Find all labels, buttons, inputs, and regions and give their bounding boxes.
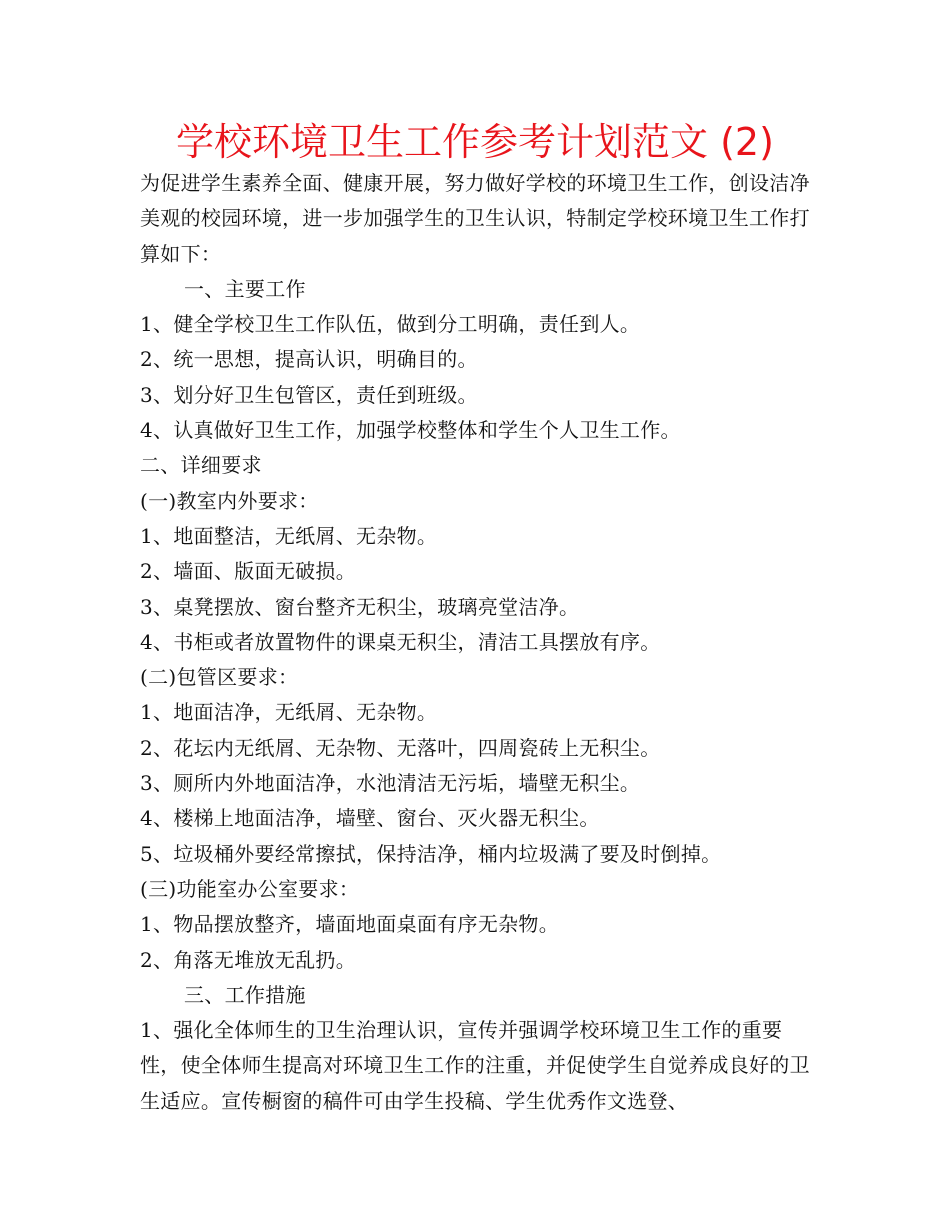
section-heading-measures: 三、工作措施 xyxy=(184,982,306,1007)
list-item: 1、强化全体师生的卫生治理认识，宣传并强调学校环境卫生工作的重要性，使全体师生提高对环境卫生工作的注重，并促使学生自觉养成良好的卫生适应。宣传橱窗的稿件可由学生投稿、学生优秀作文选登、 xyxy=(140,1018,810,1113)
list-item: 3、划分好卫生包管区，责任到班级。 xyxy=(140,382,478,407)
list-item: 1、健全学校卫生工作队伍，做到分工明确，责任到人。 xyxy=(140,312,641,337)
list-item: 2、角落无堆放无乱扔。 xyxy=(140,947,357,972)
list-item: 3、厕所内外地面洁净，水池清洁无污垢，墙壁无积尘。 xyxy=(140,771,641,796)
subsection-heading-area: (二)包管区要求： xyxy=(140,665,299,690)
list-item: 2、花坛内无纸屑、无杂物、无落叶，四周瓷砖上无积尘。 xyxy=(140,735,661,760)
section-heading-requirements: 二、详细要求 xyxy=(140,453,262,478)
list-item: 4、楼梯上地面洁净，墙壁、窗台、灭火器无积尘。 xyxy=(140,806,600,831)
document-title: 学校环境卫生工作参考计划范文 (2) xyxy=(176,120,774,164)
list-item: 3、桌凳摆放、窗台整齐无积尘，玻璃亮堂洁净。 xyxy=(140,594,580,619)
list-item: 1、地面整洁，无纸屑、无杂物。 xyxy=(140,523,438,548)
list-item: 5、垃圾桶外要经常擦拭，保持洁净，桶内垃圾满了要及时倒掉。 xyxy=(140,841,722,866)
list-item: 1、物品摆放整齐，墙面地面桌面有序无杂物。 xyxy=(140,912,560,937)
document-body xyxy=(140,166,820,1119)
intro-paragraph: 为促进学生素养全面、健康开展，努力做好学校的环境卫生工作，创设洁净美观的校园环境，进一步加强学生的卫生认识，特制定学校环境卫生工作打算如下： xyxy=(140,171,810,266)
section-heading-main-work: 一、主要工作 xyxy=(184,276,306,301)
list-item: 4、认真做好卫生工作，加强学校整体和学生个人卫生工作。 xyxy=(140,418,681,443)
list-item: 4、书柜或者放置物件的课桌无积尘，清洁工具摆放有序。 xyxy=(140,629,661,654)
subsection-heading-classroom: (一)教室内外要求： xyxy=(140,488,319,513)
list-item: 1、地面洁净，无纸屑、无杂物。 xyxy=(140,700,438,725)
list-item: 2、统一思想，提高认识，明确目的。 xyxy=(140,347,478,372)
list-item: 2、墙面、版面无破损。 xyxy=(140,559,357,584)
subsection-heading-office: (三)功能室办公室要求： xyxy=(140,876,360,901)
